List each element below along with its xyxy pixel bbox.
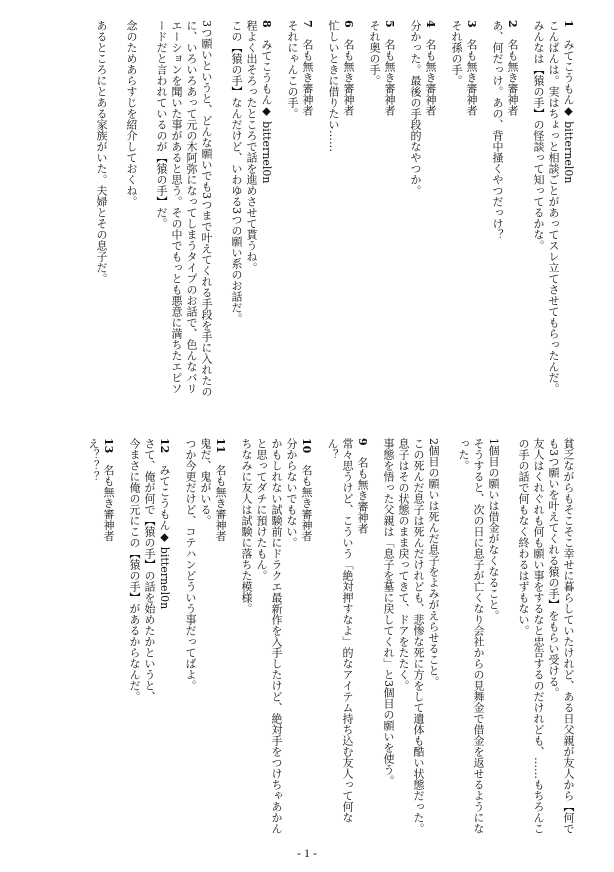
- post-number: 5: [383, 20, 396, 28]
- thread-post: [449, 20, 479, 398]
- post-body: みてこうもん◆ bitternel0n こんばんは。実はちょっと相談ごとがあってスレ立てさせてもらったんだ。 みんなは【猿の手】の怪談って知ってるかな。: [532, 20, 575, 394]
- post-number: 7: [301, 20, 314, 28]
- thread-post: [381, 438, 576, 838]
- thread-post: [490, 20, 520, 398]
- post-number: 2: [506, 20, 519, 28]
- post-body: 名も無き審神者 忙しいときに借りたい……: [327, 20, 355, 152]
- post-number: 11: [214, 438, 227, 454]
- post-body: 名も無き審神者 あ、何だっけ。あの、背中掻くやつだっけ？: [491, 20, 519, 240]
- post-number: 12: [158, 438, 171, 454]
- post-number: 13: [102, 438, 115, 454]
- thread-post: [531, 20, 576, 398]
- post-number: 3: [465, 20, 478, 28]
- thread-post: [239, 438, 314, 838]
- post-body: 名も無き審神者 それ孫の手。: [450, 20, 478, 116]
- thread-post: [326, 20, 356, 398]
- post-body: 名も無き審神者 それにゃんこの手。: [286, 20, 314, 119]
- post-body: 名も無き審神者 え？？？: [87, 438, 115, 542]
- post-number: 8: [260, 20, 273, 28]
- post-body: 名も無き審神者 分からないでもない。 かもしれない試験前にドラクエ最新作を入手したけど、絶対手をつけちゃあかんと思ってダチに預けたもん。 ちなみに友人は試験に落ちた模様。: [240, 438, 313, 834]
- post-body: 貧乏ながらもそこそこ幸せに暮らしていたけれど、ある日父親が友人から【何でも3つ願いを叶えてくれる猿の手】をもらい受ける。 友人はくれぐれも何も願い事をするなと忠告するのだけれども、……もちろんこの手の話で何もなく終わるはずもない。 1個目の願いは借金がなくなること。 そうすると、次の日に息子が亡くなり会社からの見舞金で借金を返せるようになった。 2個目の願いは死んだ息子をよみがえらせること。 この死んだ息子は死んだけれども、悲惨な死に方をして遺体も酷い状態だった。 息子はその状態のまま戻ってきて、ドアをたたく。 事態を悟った父親は「息子を墓に戻してくれ」と3個目の願いを使う。: [382, 438, 575, 834]
- thread-post: [86, 438, 116, 838]
- thread-post: [94, 20, 274, 398]
- thread-post: [183, 438, 228, 838]
- post-body: みてこうもん◆ bitternel0n 程よく出そろったところで話を進めさせて貰うね。 この【猿の手】なんだけど、いわゆる3つの願い系のお話だ。 3つ願いというと、どんな願いでも3つまで叶えてくれる手段を手に入れたのに、いろいろあって元の木阿弥になってしまうタイプのお話で、色んなバリエーションを聞いた事があると思う。その中でもっとも悪意に満ちたエピソードだと言われているのが【猿の手】だ。 念のためあらすじを紹介しておくね。 あるところにとある家族がいた。夫婦とその息子だ。: [95, 20, 273, 397]
- post-body: 名も無き審神者 それ奥の手。: [368, 20, 396, 116]
- post-number: 4: [424, 20, 437, 28]
- post-number: 10: [300, 438, 313, 454]
- page-number: - 1 -: [297, 846, 317, 860]
- thread-post: [285, 20, 315, 398]
- post-body: 名も無き審神者 分かった。最後の手段的なやつか。: [409, 20, 437, 196]
- bottom-column-block: [36, 438, 576, 838]
- post-body: みてこうもん◆ bitternel0n さて、俺が何で【猿の手】の話を始めたかというと、 今まさに俺の元にこの【猿の手】があるからなんだ。: [128, 438, 171, 702]
- thread-post: [127, 438, 172, 838]
- thread-post: [367, 20, 397, 398]
- post-body: 名も無き審神者 鬼だ、鬼がいる。 つか今更だけど、コテハンどういう事だってばよ。: [184, 438, 227, 691]
- top-column-block: [36, 20, 576, 398]
- post-body: 名も無き審神者 常々思うけど、こういう「絶対押すなよ」的なアイテム持ち込む友人って何なん？: [326, 438, 369, 823]
- post-number: 1: [562, 20, 575, 28]
- post-number: 6: [342, 20, 355, 28]
- thread-post: [325, 438, 370, 838]
- thread-post: [408, 20, 438, 398]
- post-number: 9: [356, 438, 369, 446]
